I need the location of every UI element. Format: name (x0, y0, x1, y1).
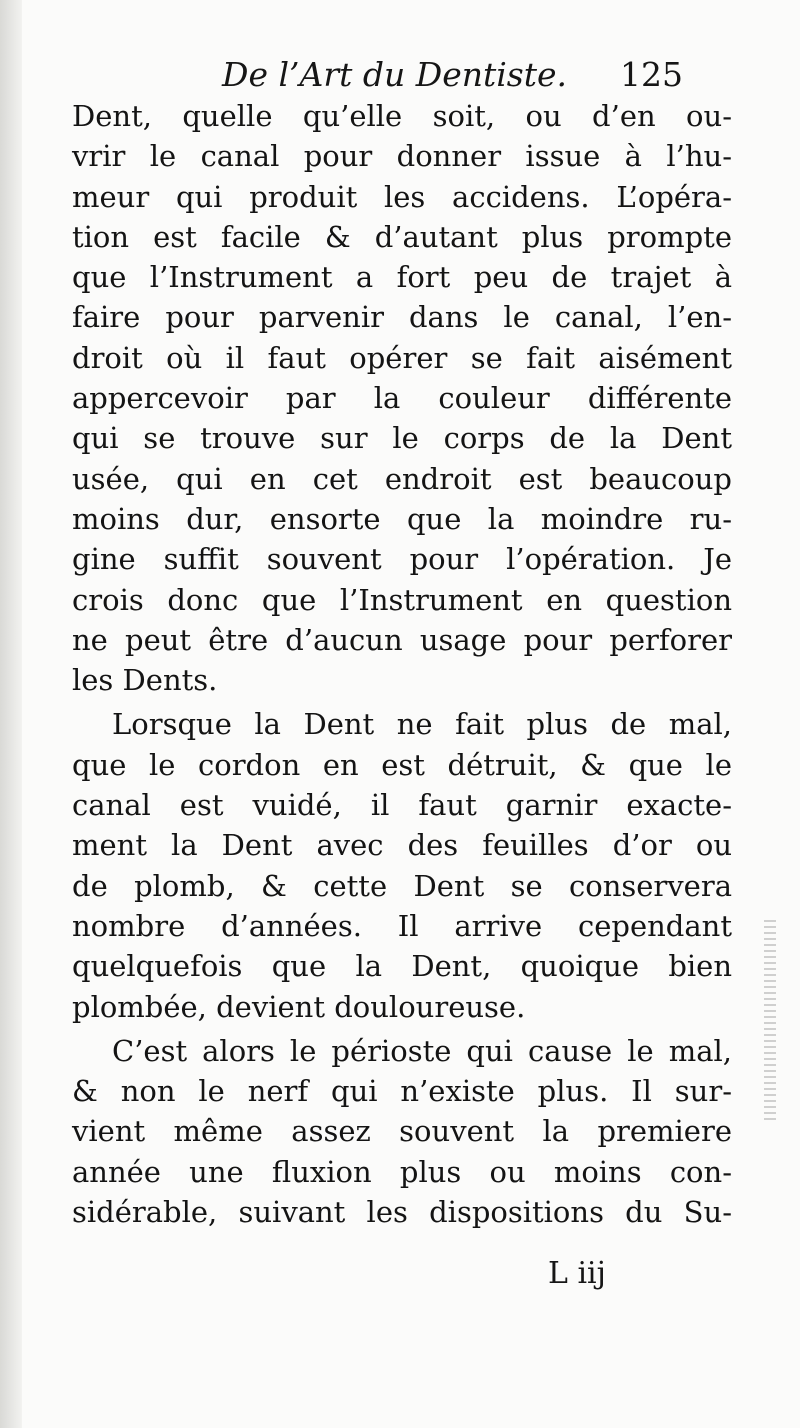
text-line: plombée, devient douloureuse. (72, 989, 526, 1024)
text-line: nombre d’années. Il arrive cependant (72, 908, 732, 943)
text-line: quelquefois que la Dent, quoique bien (72, 949, 732, 984)
text-line: appercevoir par la couleur différente (72, 381, 732, 416)
text-line: les Dents. (72, 663, 218, 698)
text-line: ment la Dent avec des feuilles d’or ou (72, 828, 732, 863)
text-line: Dent, quelle qu’elle soit, ou d’en ou- (72, 99, 732, 133)
text-line: tion est facile & d’autant plus prompte (72, 219, 732, 254)
text-line: usée, qui en cet endroit est beaucoup (72, 461, 732, 496)
body-text (72, 96, 732, 1232)
text-line: ne peut être d’aucun usage pour perforer (72, 622, 732, 657)
text-line: crois donc que l’Instrument en question (72, 582, 732, 617)
text-line: moins dur, ensorte que la moindre ru- (72, 501, 732, 536)
text-line: de plomb, & cette Dent se conservera (72, 868, 732, 903)
text-line: que le cordon en est détruit, & que le (72, 747, 732, 782)
text-line: droit où il faut opérer se fait aisément (72, 340, 732, 375)
paragraph-2 (72, 704, 732, 1026)
text-line: gine suffit souvent pour l’opération. Je (72, 542, 732, 577)
text-line: vrir le canal pour donner issue à l’hu- (72, 139, 732, 174)
signature-mark: L iij (548, 1256, 606, 1291)
text-line: canal est vuidé, il faut garnir exacte- (72, 788, 732, 823)
paragraph-3 (72, 1031, 732, 1232)
text-line: sidérable, suivant les dispositions du Su- (72, 1195, 732, 1230)
page-number: 125 (620, 55, 683, 94)
bleed-through-speckle (764, 920, 776, 1120)
text-line: C’est alors le périoste qui cause le mal, (112, 1033, 732, 1068)
text-line: qui se trouve sur le corps de la Dent (72, 421, 732, 456)
paragraph-1 (72, 96, 732, 700)
text-line: Lorsque la Dent ne fait plus de mal, (112, 707, 732, 742)
running-head: De l’Art du Dentiste. (222, 55, 568, 94)
text-line: vient même assez souvent la premiere (72, 1114, 732, 1149)
text-line: faire pour parvenir dans le canal, l’en- (72, 300, 732, 335)
text-line: meur qui produit les accidens. L’opéra- (72, 179, 732, 214)
text-line: que l’Instrument a fort peu de trajet à (72, 260, 732, 295)
text-line: & non le nerf qui n’existe plus. Il sur- (72, 1074, 732, 1109)
page-gutter-shadow (0, 0, 22, 1428)
page-header (0, 50, 800, 100)
text-line: année une fluxion plus ou moins con- (72, 1154, 732, 1189)
